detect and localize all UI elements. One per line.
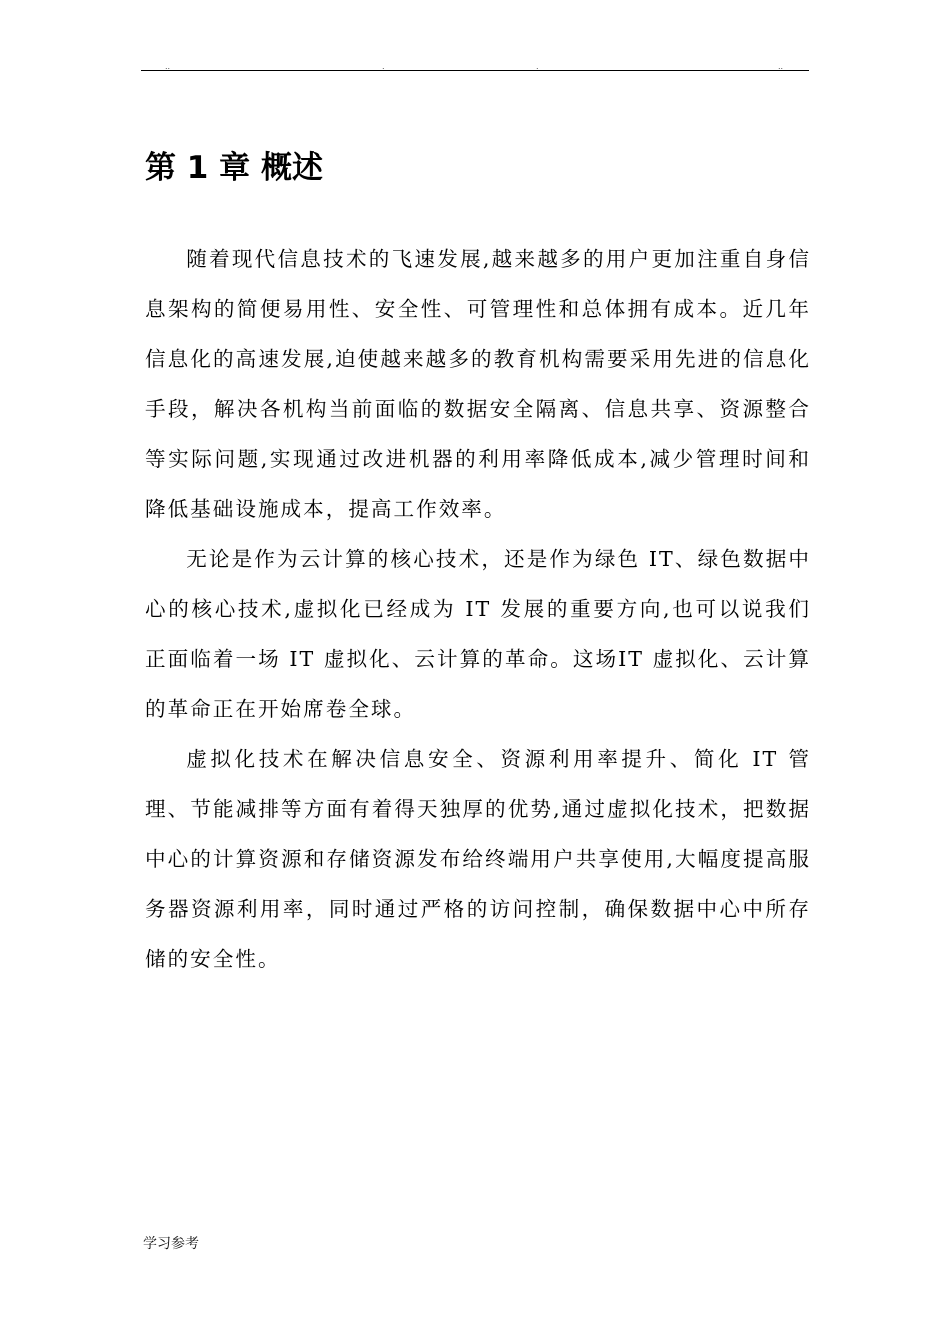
header-rule	[141, 70, 809, 71]
footer-label: 学习参考	[143, 1236, 199, 1252]
body-text	[145, 234, 811, 984]
paragraph: 虚拟化技术在解决信息安全、资源利用率提升、简化 IT 管理、节能减排等方面有着得天独厚的优势,通过虚拟化技术，把数据中心的计算资源和存储资源发布给终端用户共享使用,大幅度提高服务器资源利用率，同时通过严格的访问控制，确保数据中心中所存储的安全性。	[145, 747, 811, 971]
header-mark: .	[382, 62, 385, 71]
chapter-title: 第 1 章 概述	[145, 150, 323, 186]
header-mark: ..	[165, 62, 171, 71]
paragraph: 随着现代信息技术的飞速发展,越来越多的用户更加注重自身信息架构的简便易用性、安全性、可管理性和总体拥有成本。近几年信息化的高速发展,迫使越来越多的教育机构需要采用先进的信息化手段，解决各机构当前面临的数据安全隔离、信息共享、资源整合等实际问题,实现通过改进机器的利用率降低成本,减少管理时间和降低基础设施成本，提高工作效率。	[145, 247, 811, 521]
header-mark: ..	[778, 62, 784, 71]
header-mark: .	[536, 62, 539, 71]
paragraph: 无论是作为云计算的核心技术，还是作为绿色 IT、绿色数据中心的核心技术,虚拟化已经成为 IT 发展的重要方向,也可以说我们正面临着一场 IT 虚拟化、云计算的革命。这场IT 虚拟化、云计算的革命正在开始席卷全球。	[145, 547, 811, 721]
